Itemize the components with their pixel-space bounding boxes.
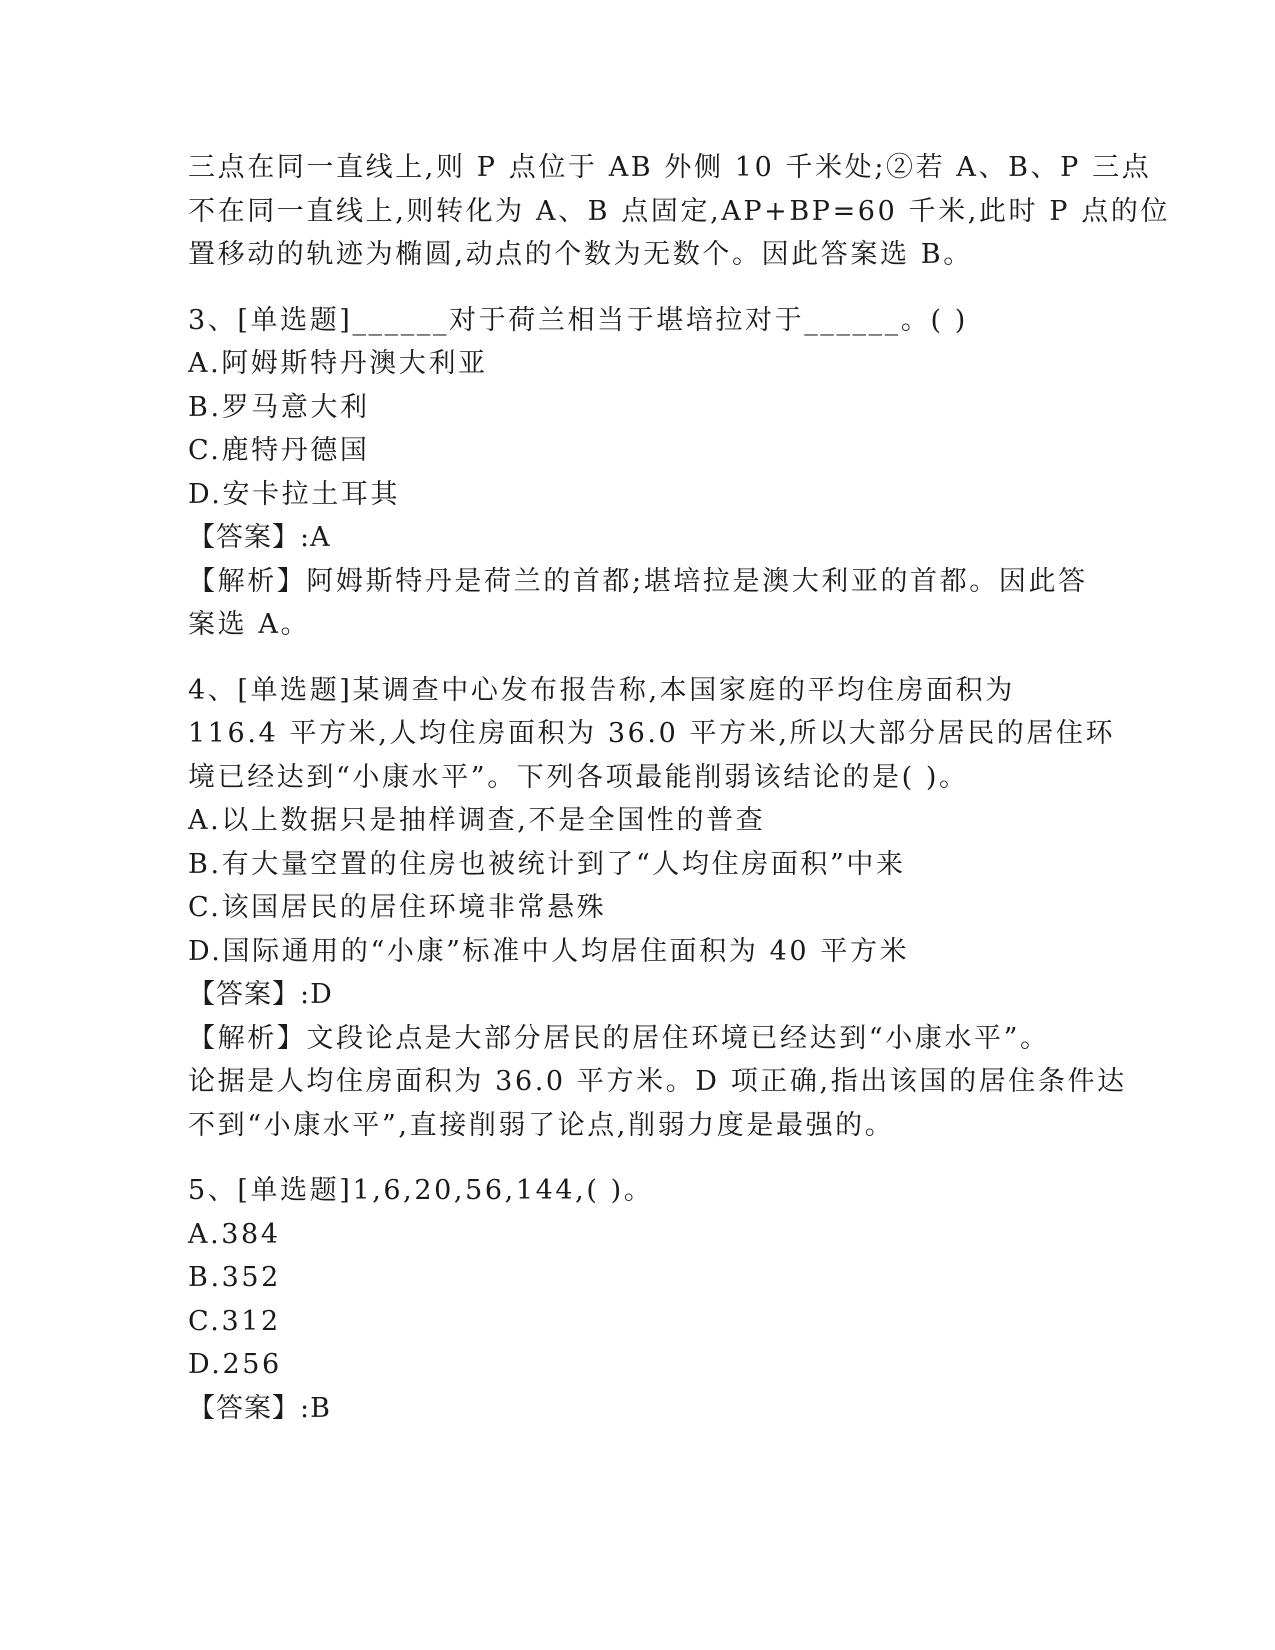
question-4-option-a: A.以上数据只是抽样调查,不是全国性的普查 (188, 805, 766, 836)
question-3-analysis-line-1: 【解析】阿姆斯特丹是荷兰的首都;堪培拉是澳大利亚的首都。因此答 (188, 565, 1088, 597)
question-3-answer: 【答案】:A (188, 522, 331, 553)
intro-line-2: 不在同一直线上,则转化为 A、B 点固定,AP+BP=60 千米,此时 P 点的位 (188, 195, 1171, 227)
question-3-option-c: C.鹿特丹德国 (188, 435, 370, 466)
question-5-stem: 5、[单选题]1,6,20,56,144,( )。 (188, 1175, 654, 1206)
question-3 (188, 299, 1088, 647)
question-4-answer: 【答案】:D (188, 979, 333, 1010)
question-4-stem-line-3: 境已经达到“小康水平”。下列各项最能削弱该结论的是( )。 (188, 761, 969, 793)
question-4-analysis-line-3: 不到“小康水平”,直接削弱了论点,削弱力度是最强的。 (188, 1109, 895, 1141)
question-3-option-a: A.阿姆斯特丹澳大利亚 (188, 348, 488, 379)
question-5-answer: 【答案】:B (188, 1392, 331, 1424)
intro-line-3: 置移动的轨迹为椭圆,动点的个数为无数个。因此答案选 B。 (188, 239, 973, 270)
question-4-analysis-line-1: 【解析】文段论点是大部分居民的居住环境已经达到“小康水平”。 (188, 1022, 1050, 1054)
question-5 (188, 1169, 1088, 1430)
intro-line-1: 三点在同一直线上,则 P 点位于 AB 外侧 10 千米处;②若 A、B、P 三点 (188, 152, 1152, 183)
question-4-option-d: D.国际通用的“小康”标准中人均居住面积为 40 平方米 (188, 935, 910, 967)
question-5-option-d: D.256 (188, 1349, 282, 1380)
question-3-stem: 3、[单选题]______对于荷兰相当于堪培拉对于______。( ) (188, 304, 968, 336)
question-4-stem-line-2: 116.4 平方米,人均住房面积为 36.0 平方米,所以大部分居民的居住环 (188, 718, 1116, 749)
question-3-option-d: D.安卡拉土耳其 (188, 478, 401, 510)
intro-analysis (188, 146, 1171, 277)
document-page (188, 146, 1171, 1430)
question-5-option-b: B.352 (188, 1262, 281, 1293)
question-4-stem-line-1: 4、[单选题]某调查中心发布报告称,本国家庭的平均住房面积为 (188, 674, 1015, 706)
question-4-option-c: C.该国居民的居住环境非常悬殊 (188, 892, 607, 923)
question-4 (188, 669, 1127, 1148)
question-5-option-c: C.312 (188, 1305, 281, 1337)
question-3-option-b: B.罗马意大利 (188, 391, 370, 423)
question-4-option-b: B.有大量空置的住房也被统计到了“人均住房面积”中来 (188, 848, 906, 880)
question-3-analysis-line-2: 案选 A。 (188, 609, 311, 640)
question-4-analysis-line-2: 论据是人均住房面积为 36.0 平方米。D 项正确,指出该国的居住条件达 (188, 1066, 1127, 1097)
question-5-option-a: A.384 (188, 1218, 281, 1250)
